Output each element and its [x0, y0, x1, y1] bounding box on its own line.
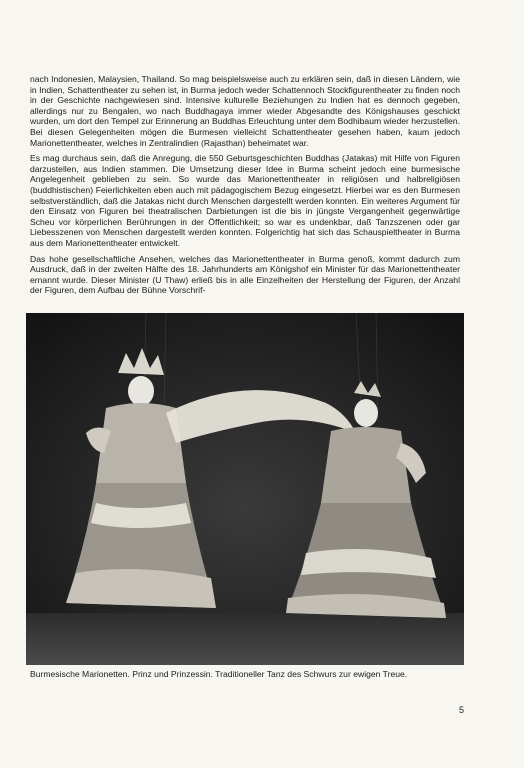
paragraph-3: Das hohe gesellschaftliche Ansehen, welches das Marionettentheater in Burma genoß, kommt dadurch zum Ausdruck, daß in der zweiten Hälfte des 18. Jahrhunderts am Königshof ein Minister für das Marionettentheater ernannt wurde. Dieser Minister (U Thaw) erließ bis in alle Einzelheiten der Herstellung der Figuren, der Anzahl der Figuren, dem Aufbau der Bühne Vorschrif-: [30, 253, 460, 296]
paragraph-2: Es mag durchaus sein, daß die Anregung, die 550 Geburtsgeschichten Buddhas (Jatakas) mit Hilfe von Figuren darzustellen, aus Indien stammen. Die Umsetzung dieser Idee in Burma scheint jedoch eine burmesische Angelegenheit geblieben zu sein. So wurde das Marionettentheater in religiösen und halbreligiösen (buddhistischen) Feierlichkeiten eben auch mit pädagogischem Bezug eingesetzt. Hierbei war es den Burmesen selbstverständlich, daß die Jatakas nicht durch Menschen dargestellt werden konnten. Ein weiteres Argument für den Einsatz von Figuren bei theatralischen Darbietungen ist die bis in jüngste Vergangenheit gegenwärtige Scheu vor körperlichen Berührungen in der Öffentlichkeit; so war es undenkbar, daß Tanzszenen oder gar Liebesszenen von Menschen dargestellt werden konnten. Folgerichtig hat sich das Schauspieltheater in Burma aus dem Marionettentheater entwickelt.: [30, 153, 460, 248]
page-number: 5: [458, 705, 464, 715]
photo-caption: Burmesische Marionetten. Prinz und Prinzessin. Traditioneller Tanz des Schwurs zur ewigen Treue.: [30, 669, 408, 679]
body-text: [30, 74, 460, 301]
paragraph-1: nach Indonesien, Malaysien, Thailand. So mag beispielsweise auch zu erklären sein, daß in diesen Ländern, wie in Indien, Schattentheater zu sehen ist, in Burma jedoch weder Schattennoch Stockfigurentheater zu finden noch in der Geschichte nachgewiesen sind. Intensive kulturelle Beziehungen zu Indien hat es dennoch gegeben, allerdings nur zu Bengalen, wo nach Buddhagaya immer wieder Abgesandte des Königshauses geschickt wurden, um dort den Tempel zur Erinnerung an Buddhas Erleuchtung unter dem Bodhibaum wieder herzustellen. Bei diesen Gelegenheiten mögen die Burmesen vielleicht Schattentheater gesehen haben, kaum jedoch Marionettentheater, welches in Zentralindien (Rajasthan) beheimatet war.: [30, 74, 460, 148]
marionette-photo: [26, 313, 464, 665]
